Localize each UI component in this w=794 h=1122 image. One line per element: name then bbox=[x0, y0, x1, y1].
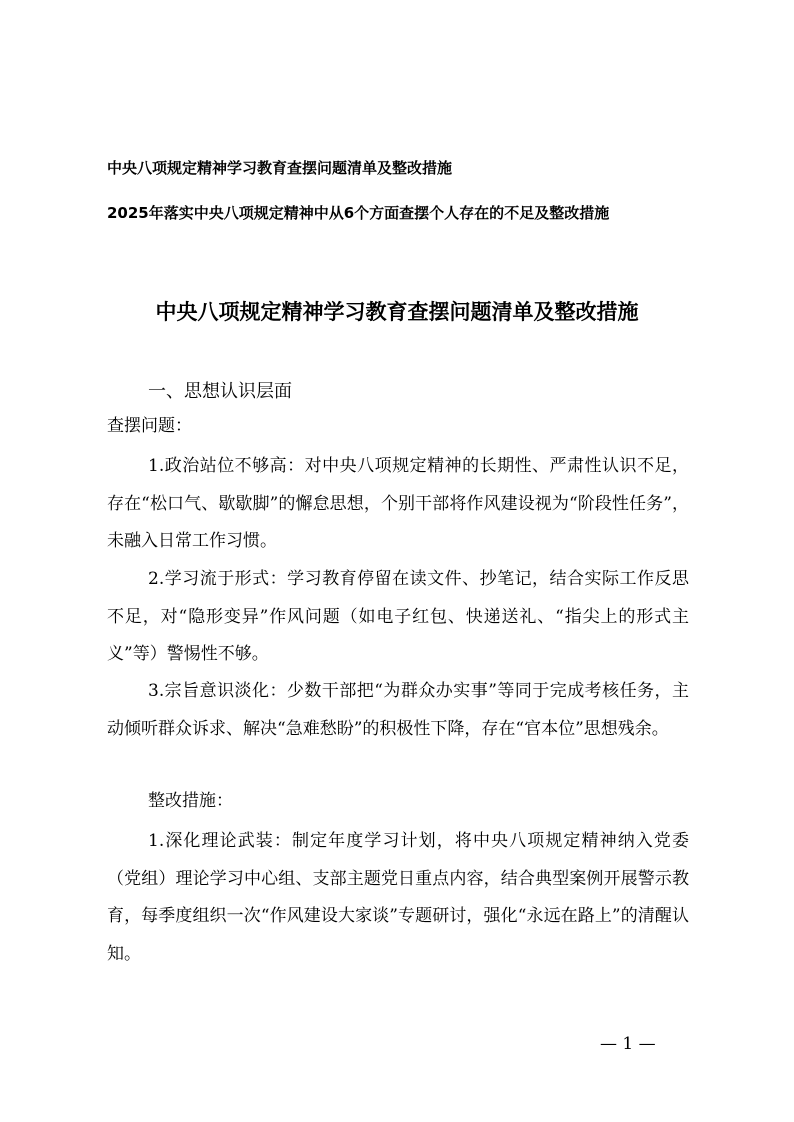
section-heading: 一、思想认识层面 bbox=[148, 381, 292, 402]
document-title: 中央八项规定精神学习教育查摆问题清单及整改措施 bbox=[155, 300, 639, 324]
measures-label: 整改措施： bbox=[148, 791, 233, 811]
toc-line-2: 2025年落实中央八项规定精神中从6个方面查摆个人存在的不足及整改措施 bbox=[107, 204, 610, 222]
problems-label: 查摆问题： bbox=[107, 416, 192, 436]
toc-line-1: 中央八项规定精神学习教育查摆问题清单及整改措施 bbox=[107, 159, 453, 177]
measure-paragraph-1: 1.深化理论武装：制定年度学习计划，将中央八项规定精神纳入党委（党组）理论学习中心组、支部主题党日重点内容，结合典型案例开展警示教育，每季度组织一次“作风建设大家谈”专题研讨，强化“永远在路上”的清醒认知。 bbox=[107, 831, 689, 964]
problem-paragraph-2: 2.学习流于形式：学习教育停留在读文件、抄笔记，结合实际工作反思不足，对“隐形变异”作风问题（如电子红包、快递送礼、“指尖上的形式主义”等）警惕性不够。 bbox=[107, 569, 689, 664]
problem-paragraph-3: 3.宗旨意识淡化：少数干部把“为群众办实事”等同于完成考核任务，主动倾听群众诉求、解决“急难愁盼”的积极性下降，存在“官本位”思想残余。 bbox=[107, 681, 689, 739]
page-number: — 1 — bbox=[600, 1034, 656, 1054]
problem-paragraph-1: 1.政治站位不够高：对中央八项规定精神的长期性、严肃性认识不足，存在“松口气、歇歇脚”的懈怠思想，个别干部将作风建设视为“阶段性任务”，未融入日常工作习惯。 bbox=[107, 456, 689, 551]
